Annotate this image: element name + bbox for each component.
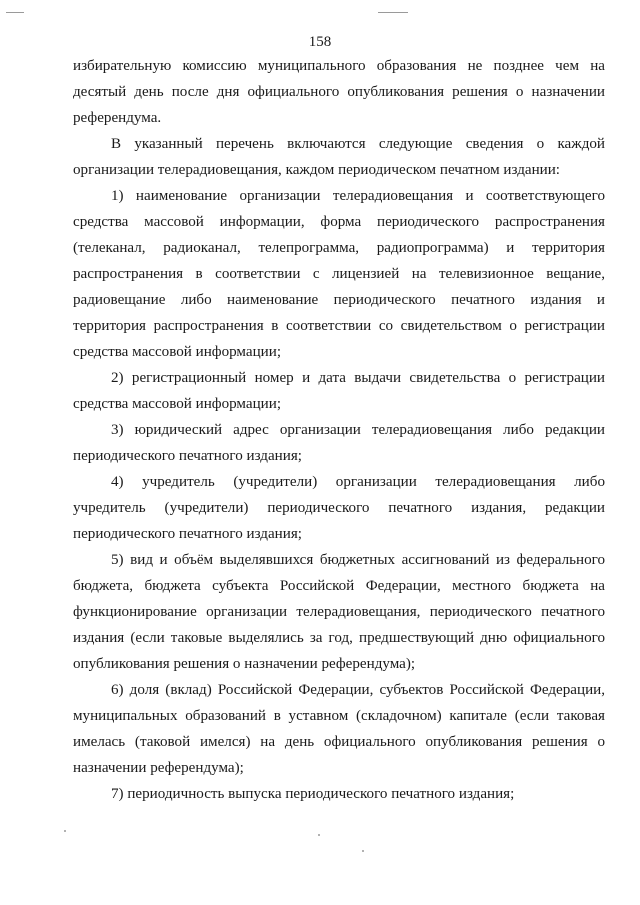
scan-speck — [362, 850, 364, 852]
list-item-5: 5) вид и объём выделявшихся бюджетных ассигнований из федерального бюджета, бюджета субъекта Российской Федерации, местного бюджета на функционирование организации телерадиовещания, периодического печатного издания (если таковые выделялись за год, предшествующий дню официального опубликования решения о назначении референдума); — [73, 552, 605, 672]
scan-speck — [318, 834, 320, 836]
paragraph-continuation: избирательную комиссию муниципального образования не позднее чем на десятый день после дня официального опубликования решения о назначении референдума. — [73, 58, 605, 126]
scan-speck — [6, 12, 24, 13]
document-body — [73, 53, 605, 807]
paragraph-intro: В указанный перечень включаются следующие сведения о каждой организации телерадиовещания, каждом периодическом печатном издании: — [73, 136, 605, 178]
scan-speck — [378, 12, 408, 13]
list-item-6: 6) доля (вклад) Российской Федерации, субъектов Российской Федерации, муниципальных образований в уставном (складочном) капитале (если таковая имелась (таковой имелся) на день официального опубликования решения о назначении референдума); — [73, 682, 605, 776]
list-item-2: 2) регистрационный номер и дата выдачи свидетельства о регистрации средства массовой информации; — [73, 370, 605, 412]
list-item-3: 3) юридический адрес организации телерадиовещания либо редакции периодического печатного издания; — [73, 422, 605, 464]
list-item-7: 7) периодичность выпуска периодического печатного издания; — [111, 786, 515, 802]
list-item-4: 4) учредитель (учредители) организации телерадиовещания либо учредитель (учредители) периодического печатного издания, редакции периодического печатного издания; — [73, 474, 605, 542]
page-number: 158 — [308, 34, 332, 50]
list-item-1: 1) наименование организации телерадиовещания и соответствующего средства массовой информации, форма периодического распространения (телеканал, радиоканал, телепрограмма, радиопрограмма) и территория распространения в соответствии с лицензией на телевизионное вещание, радиовещание либо наименование периодического печатного издания и территория распространения в соответствии со свидетельством о регистрации средства массовой информации; — [73, 188, 605, 360]
scan-speck — [64, 830, 66, 832]
